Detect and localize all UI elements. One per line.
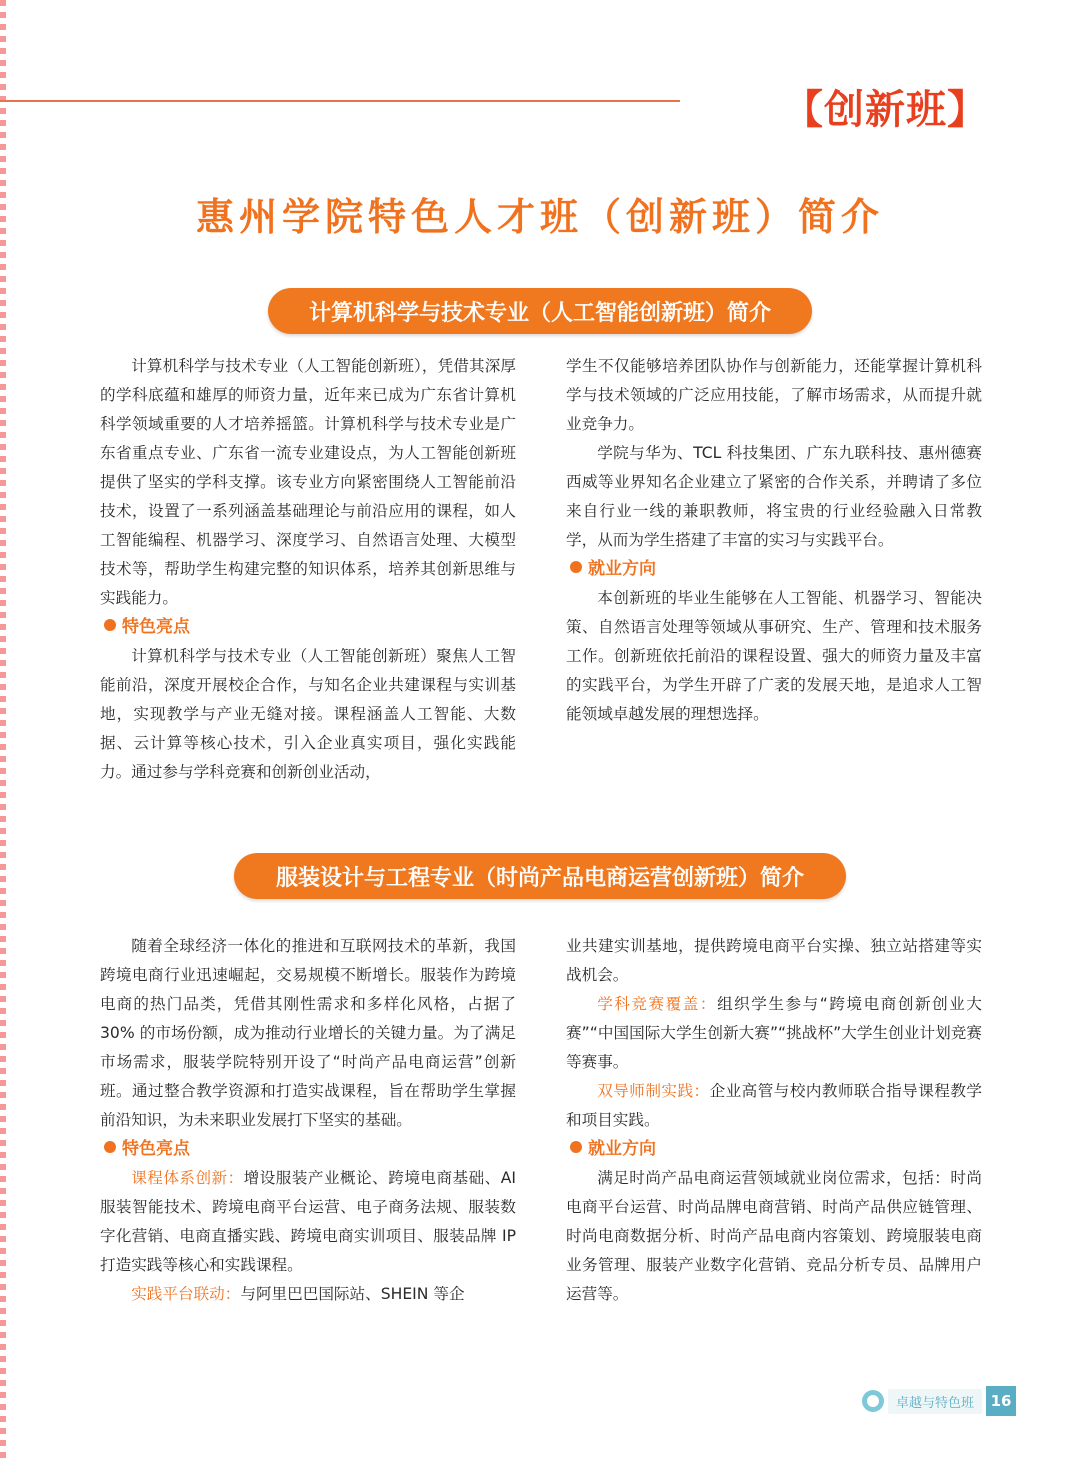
bullet-dot-icon xyxy=(104,1141,116,1153)
column-ai-left xyxy=(100,352,516,787)
paragraph-fashion-mentor: 双导师制实践：企业高管与校内教师联合指导课程教学和项目实践。 xyxy=(566,1082,982,1129)
bullet-dot-icon xyxy=(570,1141,582,1153)
paragraph-ai-intro: 计算机科学与技术专业（人工智能创新班），凭借其深厚的学科底蕴和雄厚的师资力量，近年来已成为广东省计算机科学领域重要的人才培养摇篮。计算机科学与技术专业是广东省重点专业、广东省一流专业建设点，为人工智能创新班提供了坚实的学科支撑。该专业方向紧密围绕人工智能前沿技术，设置了一系列涵盖基础理论与前沿应用的课程，如人工智能编程、机器学习、深度学习、自然语言处理、大模型技术等，帮助学生构建完整的知识体系，培养其创新思维与实践能力。 xyxy=(100,357,516,607)
heading-ai-features: 特色亮点 xyxy=(104,613,516,642)
label-course: 课程体系创新： xyxy=(131,1169,244,1187)
bullet-dot-icon xyxy=(570,561,582,573)
paragraph-ai-features: 计算机科学与技术专业（人工智能创新班）聚焦人工智能前沿，深度开展校企合作，与知名企业共建课程与实训基地，实现教学与产业无缝对接。课程涵盖人工智能、大数据、云计算等核心技术，引入企业真实项目，强化实践能力。通过参与学科竞赛和创新创业活动， xyxy=(100,647,516,781)
heading-fashion-features: 特色亮点 xyxy=(104,1135,516,1164)
column-fashion-right xyxy=(566,932,982,1309)
page-footer xyxy=(862,1386,1016,1416)
column-fashion-left xyxy=(100,932,516,1309)
paragraph-ai-cont: 学生不仅能够培养团队协作与创新能力，还能掌握计算机科学与技术领域的广泛应用技能，了解市场需求，从而提升就业竞争力。 xyxy=(566,357,982,433)
paragraph-fashion-course: 课程体系创新：增设服装产业概论、跨境电商基础、AI 服装智能技术、跨境电商平台运营、电子商务法规、服装数字化营销、电商直播实践、跨境电商实训项目、服装品牌 IP 打造实践等核心和实践课程。 xyxy=(100,1169,516,1274)
header-rule xyxy=(0,100,680,102)
heading-ai-career: 就业方向 xyxy=(570,555,982,584)
label-mentor: 双导师制实践： xyxy=(597,1082,710,1100)
bullet-dot-icon xyxy=(104,619,116,631)
paragraph-fashion-platform: 实践平台联动：与阿里巴巴国际站、SHEIN 等企 xyxy=(131,1285,465,1303)
paragraph-fashion-contest: 学科竞赛覆盖：组织学生参与“跨境电商创新创业大赛”“中国国际大学生创新大赛”“挑战杯”大学生创业计划竞赛等赛事。 xyxy=(566,995,982,1071)
page-title: 惠州学院特色人才班（创新班）简介 xyxy=(195,195,884,239)
paragraph-fashion-career: 满足时尚产品电商运营领域就业岗位需求，包括：时尚电商平台运营、时尚品牌电商营销、时尚产品供应链管理、时尚电商数据分析、时尚产品电商内容策划、跨境服装电商业务管理、服装产业数字化营销、竞品分析专员、品牌用户运营等。 xyxy=(566,1169,982,1303)
paragraph-fashion-cont: 业共建实训基地，提供跨境电商平台实操、独立站搭建等实战机会。 xyxy=(566,937,982,984)
paragraph-fashion-intro: 随着全球经济一体化的推进和互联网技术的革新，我国跨境电商行业迅速崛起，交易规模不断增长。服装作为跨境电商的热门品类，凭借其刚性需求和多样化风格，占据了 30% 的市场份额，成为推动行业增长的关键力量。为了满足市场需求，服装学院特别开设了“时尚产品电商运营”创新班。通过整合教学资源和打造实战课程，旨在帮助学生掌握前沿知识，为未来职业发展打下坚实的基础。 xyxy=(100,937,516,1129)
section-banner-ai: 计算机科学与技术专业（人工智能创新班）简介 xyxy=(268,288,812,334)
label-contest: 学科竞赛覆盖： xyxy=(597,995,718,1013)
section-tag: 【创新班】 xyxy=(783,87,988,133)
footer-section-label: 卓越与特色班 xyxy=(888,1389,982,1414)
footer-badge-icon xyxy=(862,1390,884,1412)
paragraph-ai-partners: 学院与华为、TCL 科技集团、广东九联科技、惠州德赛西威等业界知名企业建立了紧密的合作关系，并聘请了多位来自行业一线的兼职教师，将宝贵的行业经验融入日常教学，从而为学生搭建了丰富的实习与实践平台。 xyxy=(566,444,982,549)
paragraph-ai-career: 本创新班的毕业生能够在人工智能、机器学习、智能决策、自然语言处理等领域从事研究、生产、管理和技术服务工作。创新班依托前沿的课程设置、强大的师资力量及丰富的实践平台，为学生开辟了广袤的发展天地，是追求人工智能领域卓越发展的理想选择。 xyxy=(566,589,982,723)
section-banner-fashion: 服装设计与工程专业（时尚产品电商运营创新班）简介 xyxy=(234,853,846,899)
column-ai-right xyxy=(566,352,982,729)
heading-fashion-career: 就业方向 xyxy=(570,1135,982,1164)
label-platform: 实践平台联动： xyxy=(131,1285,241,1303)
page-number: 16 xyxy=(986,1386,1016,1416)
